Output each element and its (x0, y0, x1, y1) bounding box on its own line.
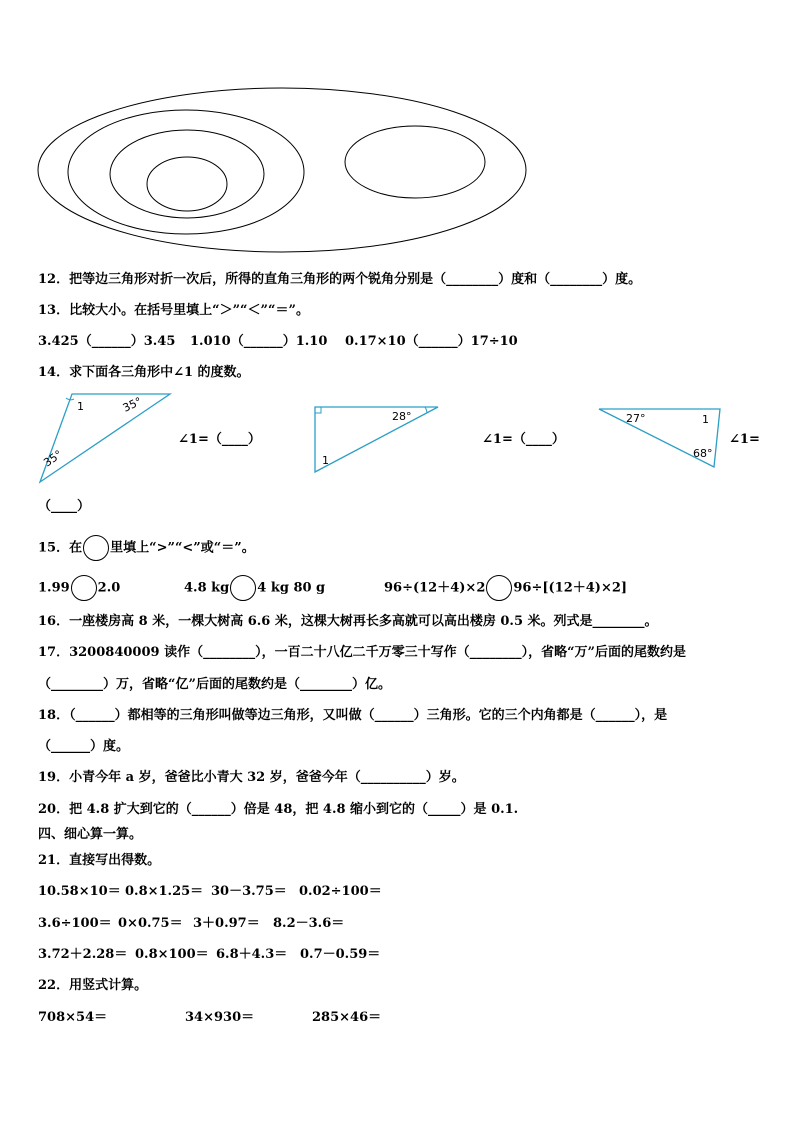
question-20: 20．把 4.8 扩大到它的（______）倍是 48，把 4.8 缩小到它的（_____）是 0.1. (38, 802, 519, 817)
q21-r2-c3: 3＋0.97＝ (193, 916, 260, 931)
question-19: 19．小青今年 a 岁，爸爸比小青大 32 岁，爸爸今年（__________）岁。 (38, 770, 465, 785)
tri2-angle: 28° (392, 410, 412, 423)
q14-triangles (0, 385, 794, 490)
question-12: 12．把等边三角形对折一次后，所得的直角三角形的两个锐角分别是（________）度和（________）度。 (38, 272, 642, 287)
q13-item-3: 0.17×10（______）17÷10 (345, 334, 518, 349)
inner-ellipse (147, 157, 227, 211)
circle-blank-icon (486, 575, 512, 601)
question-17-line-1: 17．3200840009 读作（________），一百二十八亿二千万零三十写作（________），省略“万”后面的尾数约是 (38, 645, 687, 660)
question-21: 21．直接写出得数。 (38, 853, 161, 868)
tri2-answer: ∠1=（____） (482, 432, 565, 447)
q15-item-3 (384, 575, 627, 601)
question-16: 16．一座楼房高 8 米，一棵大树高 6.6 米，这棵大树再长多高就可以高出楼房 0.5 米。列式是________。 (38, 614, 658, 629)
right-ellipse (345, 126, 485, 198)
circle-blank-icon (230, 575, 256, 601)
q13-item-2: 1.010（______）1.10 (190, 334, 328, 349)
ellipse-figure (0, 0, 794, 260)
q21-r1-c2: 0.8×1.25＝ (125, 884, 204, 899)
question-18-line-2: （______）度。 (38, 739, 130, 754)
q13-item-1: 3.425（______）3.45 (38, 334, 176, 349)
q22-item-1: 708×54＝ (38, 1010, 108, 1025)
circle-blank-icon (71, 575, 97, 601)
q15-item-1-left: 1.99 (38, 580, 70, 596)
tri3-label-1: 1 (702, 413, 709, 426)
section-4-heading: 四、细心算一算。 (38, 827, 143, 842)
q15-item-2-left: 4.8 kg (184, 580, 230, 596)
q15-prefix: 15．在 (38, 540, 83, 556)
question-17-line-2: （________）万，省略“亿”后面的尾数约是（________）亿。 (38, 677, 391, 692)
tri3-angle-bottom: 68° (693, 447, 713, 460)
q21-r1-c1: 10.58×10＝ (38, 884, 121, 899)
tri3-answer: ∠1= (729, 432, 760, 447)
q21-r1-c4: 0.02÷100＝ (299, 884, 382, 899)
triangle-2 (315, 407, 438, 472)
q22-item-3: 285×46＝ (312, 1010, 382, 1025)
question-14: 14．求下面各三角形中∠1 的度数。 (38, 365, 250, 380)
tri3-angle-left: 27° (626, 412, 646, 425)
q15-suffix: 里填上“>”“<”或“＝”。 (110, 540, 255, 556)
triangle-3 (599, 409, 720, 467)
q21-r2-c1: 3.6÷100＝ (38, 916, 112, 931)
q15-item-3-right: 96÷[(12＋4)×2] (513, 580, 628, 596)
tri1-angle-bottom: 35° (41, 447, 65, 470)
outer-ellipse (38, 88, 526, 252)
q15-item-3-left: 96÷(12＋4)×2 (384, 580, 486, 596)
triangle-1 (40, 394, 170, 482)
q21-r3-c1: 3.72＋2.28＝ (38, 947, 128, 962)
q22-item-2: 34×930＝ (185, 1010, 255, 1025)
q14-continuation: （____） (38, 499, 91, 514)
q15-item-2-right: 4 kg 80 g (257, 580, 326, 596)
question-22: 22．用竖式计算。 (38, 978, 148, 993)
q21-r1-c3: 30－3.75＝ (211, 884, 287, 899)
question-15 (38, 535, 255, 561)
q15-item-1 (38, 575, 120, 601)
q21-r2-c2: 0×0.75＝ (118, 916, 183, 931)
tri1-answer: ∠1=（____） (178, 432, 261, 447)
third-ellipse (110, 130, 264, 218)
circle-blank-icon (83, 535, 109, 561)
tri1-label-1: 1 (77, 400, 84, 413)
tri1-angle-top: 35° (120, 394, 144, 415)
q21-r2-c4: 8.2－3.6＝ (273, 916, 345, 931)
question-18-line-1: 18．（______）都相等的三角形叫做等边三角形，又叫做（______）三角形。它的三个内角都是（______），是 (38, 708, 668, 723)
q15-item-2 (184, 575, 325, 601)
second-ellipse (68, 110, 304, 234)
q21-r3-c4: 0.7－0.59＝ (300, 947, 381, 962)
q21-r3-c2: 0.8×100＝ (135, 947, 209, 962)
question-13: 13．比较大小。在括号里填上“＞”“＜”“＝”。 (38, 303, 309, 318)
tri2-label-1: 1 (322, 454, 329, 467)
q21-r3-c3: 6.8＋4.3＝ (216, 947, 288, 962)
q15-item-1-right: 2.0 (97, 580, 121, 596)
